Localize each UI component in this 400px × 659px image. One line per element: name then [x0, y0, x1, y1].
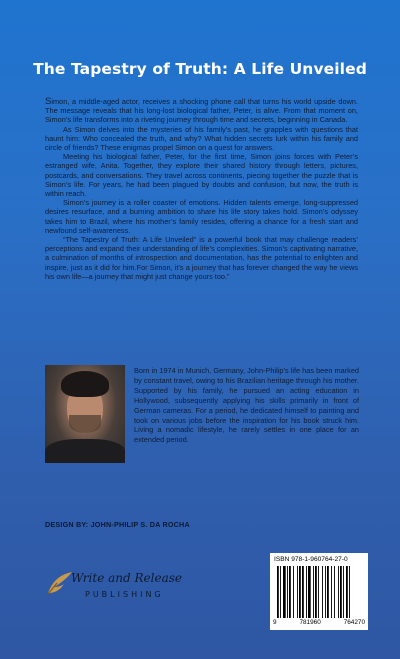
- barcode-digit-group: 781960: [299, 619, 321, 626]
- barcode-digit-group: 9: [273, 619, 277, 626]
- barcode-icon: [276, 566, 362, 620]
- synopsis-paragraph: As Simon delves into the mysteries of his family’s past, he grapples with questions that haunt him: Who concealed the truth, and why? What hidden secrets lurk within his family and circle of friends? These enigmas propel Simon on a quest for answers.: [45, 124, 358, 153]
- publisher-logo: [45, 569, 195, 615]
- book-title: The Tapestry of Truth: A Life Unveiled: [33, 60, 367, 78]
- publisher-subtitle: PUBLISHING: [85, 590, 164, 599]
- synopsis-paragraph: [45, 97, 358, 125]
- drop-cap: S: [45, 96, 52, 107]
- author-bio: Born in 1974 in Munich, Germany, John-Philip’s life has been marked by constant travel, owing to his Brazilian heritage through his mother. Supported by his family, he pursued an acting education in Hollywood, subsequently applying his skills primarily in front of German cameras. For a period, he dedicated himself to painting and took on various jobs before the inspiration for his book struck him. Living a nomadic lifestyle, he rarely settles in one place for an extended period.: [134, 366, 359, 445]
- isbn-label: ISBN 978-1-960764-27-0: [274, 556, 348, 563]
- barcode-digits: [271, 619, 367, 626]
- synopsis-paragraph: “The Tapestry of Truth: A Life Unveiled” is a powerful book that may challenge readers’ perceptions and expand their understanding of life’s complexities. Simon’s captivating narrative, a culmination of months of introspection and documentation, has the potential to enlighten and inspire, just as it did for him.For Simon, it’s a journey that has forever changed the way he views his own life—a journey that might just change yours too.”: [45, 235, 358, 281]
- synopsis-paragraph-text: imon, a middle-aged actor, receives a shocking phone call that turns his world upside down. The message reveals that his long-lost biological father, Peter, is alive. From that moment on, Simon’s life transforms into a riveting journey through time and secrets, beginning in Canada.: [45, 97, 358, 125]
- author-photo: [45, 365, 125, 463]
- isbn-barcode: [270, 553, 368, 630]
- barcode-digit-group: 764270: [343, 619, 365, 626]
- synopsis: [45, 97, 358, 281]
- synopsis-paragraph: Simon’s journey is a roller coaster of emotions. Hidden talents emerge, long-suppressed desires resurface, and a burning ambition to share his life story takes hold. Simon’s odyssey takes him to Brazil, where his mother’s family resides, offering a chance for a fresh start and newfound self-awareness.: [45, 198, 358, 235]
- publisher-name: Write and Release: [71, 571, 182, 585]
- synopsis-paragraph: Meeting his biological father, Peter, for the first time, Simon joins forces with Peter’s estranged wife, Anita. Together, they explore their shared history through letters, pictures, postcards, and conversations. They travel across continents, piecing together the puzzle that is Simon’s life. For years, he had been plagued by doubts and confusion, but now, the truth is within reach.: [45, 152, 358, 199]
- design-credit: DESIGN BY: JOHN-PHILIP S. DA ROCHA: [45, 520, 190, 529]
